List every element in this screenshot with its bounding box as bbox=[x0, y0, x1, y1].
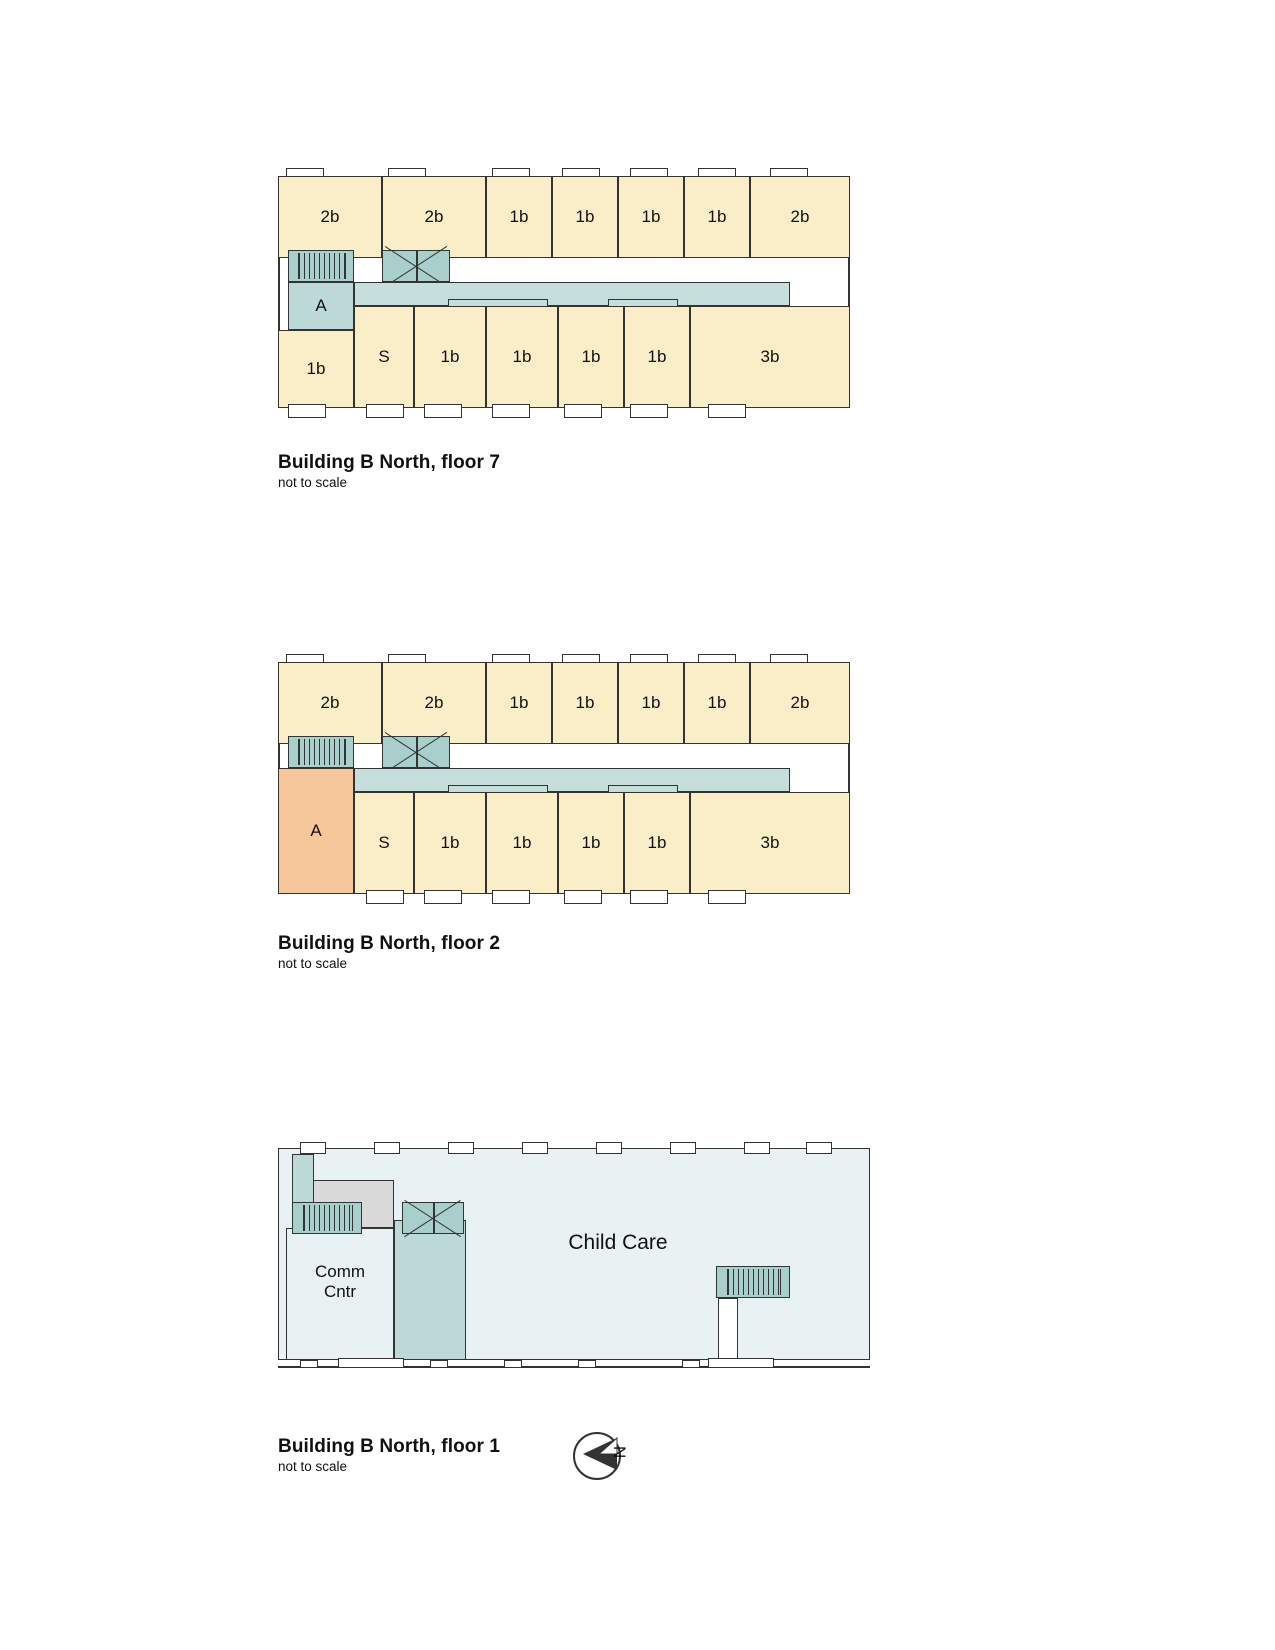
floorplan-floor-2 bbox=[278, 654, 850, 904]
unit-top-1: 2b bbox=[278, 662, 382, 744]
caption-title: Building B North, floor 7 bbox=[278, 452, 501, 473]
unit-bottom-5: 1b bbox=[624, 792, 690, 894]
unit-bottom-2: 1b bbox=[414, 792, 486, 894]
unit-top-1: 2b bbox=[278, 176, 382, 258]
unit-bottom-2: S bbox=[354, 306, 414, 408]
unit-bottom-4: 1b bbox=[486, 306, 558, 408]
stair-icon bbox=[716, 1266, 790, 1298]
comm-cntr-line-2: Cntr bbox=[323, 1282, 357, 1301]
notch bbox=[504, 1360, 522, 1368]
north-arrow-label: N bbox=[610, 1446, 629, 1459]
notch bbox=[430, 1360, 448, 1368]
balcony bbox=[424, 404, 462, 418]
unit-top-4: 1b bbox=[552, 662, 618, 744]
caption-floor-1 bbox=[278, 1436, 500, 1474]
elevator-icon bbox=[402, 1202, 464, 1234]
elevator-icon bbox=[382, 250, 450, 282]
floor-7-canvas bbox=[278, 168, 850, 418]
unit-bottom-5: 1b bbox=[558, 306, 624, 408]
amenity-room-a: A bbox=[288, 282, 354, 330]
ramp bbox=[338, 1358, 404, 1368]
room-child-care-label: Child Care bbox=[568, 1230, 668, 1254]
corridor bbox=[354, 768, 790, 792]
lobby bbox=[394, 1220, 466, 1360]
unit-top-3: 1b bbox=[486, 662, 552, 744]
amenity-room-a: A bbox=[278, 768, 354, 894]
unit-top-2: 2b bbox=[382, 176, 486, 258]
north-arrow bbox=[573, 1432, 673, 1492]
ramp bbox=[708, 1358, 774, 1368]
balcony bbox=[564, 890, 602, 904]
corridor bbox=[354, 282, 790, 306]
notch bbox=[522, 1142, 548, 1154]
balcony bbox=[708, 890, 746, 904]
caption-title: Building B North, floor 1 bbox=[278, 1436, 501, 1457]
unit-bottom-3: 1b bbox=[486, 792, 558, 894]
stair-icon bbox=[288, 736, 354, 768]
floor-2-canvas bbox=[278, 654, 850, 904]
unit-top-5: 1b bbox=[618, 176, 684, 258]
stair-exit bbox=[718, 1298, 738, 1360]
stair-icon bbox=[288, 250, 354, 282]
unit-bottom-7: 3b bbox=[690, 306, 850, 408]
notch bbox=[596, 1142, 622, 1154]
balcony bbox=[492, 404, 530, 418]
unit-top-4: 1b bbox=[552, 176, 618, 258]
balcony bbox=[630, 890, 668, 904]
caption-subtitle: not to scale bbox=[278, 475, 348, 490]
unit-bottom-3: 1b bbox=[414, 306, 486, 408]
unit-bottom-6: 1b bbox=[624, 306, 690, 408]
balcony bbox=[366, 404, 404, 418]
unit-bottom-1: 1b bbox=[278, 330, 354, 408]
unit-top-7: 2b bbox=[750, 176, 850, 258]
unit-top-7: 2b bbox=[750, 662, 850, 744]
notch bbox=[578, 1360, 596, 1368]
floor-1-canvas bbox=[278, 1140, 870, 1380]
elevator-icon bbox=[382, 736, 450, 768]
floorplan-floor-7 bbox=[278, 168, 850, 418]
stair-icon bbox=[292, 1202, 362, 1234]
balcony bbox=[288, 404, 326, 418]
notch bbox=[682, 1360, 700, 1368]
caption-title: Building B North, floor 2 bbox=[278, 933, 501, 954]
balcony bbox=[492, 890, 530, 904]
caption-floor-7 bbox=[278, 452, 500, 490]
notch bbox=[448, 1142, 474, 1154]
unit-bottom-4: 1b bbox=[558, 792, 624, 894]
notch bbox=[806, 1142, 832, 1154]
notch bbox=[300, 1360, 318, 1368]
unit-top-3: 1b bbox=[486, 176, 552, 258]
notch bbox=[374, 1142, 400, 1154]
unit-bottom-6: 3b bbox=[690, 792, 850, 894]
comm-cntr-line-1: Comm bbox=[314, 1262, 366, 1282]
balcony bbox=[564, 404, 602, 418]
floorplan-floor-1 bbox=[278, 1140, 870, 1380]
caption-subtitle: not to scale bbox=[278, 956, 348, 971]
balcony bbox=[366, 890, 404, 904]
notch bbox=[744, 1142, 770, 1154]
caption-floor-2 bbox=[278, 933, 500, 971]
unit-top-6: 1b bbox=[684, 176, 750, 258]
unit-top-6: 1b bbox=[684, 662, 750, 744]
balcony bbox=[708, 404, 746, 418]
balcony bbox=[424, 890, 462, 904]
notch bbox=[670, 1142, 696, 1154]
balcony bbox=[630, 404, 668, 418]
caption-subtitle: not to scale bbox=[278, 1459, 348, 1474]
unit-top-5: 1b bbox=[618, 662, 684, 744]
notch bbox=[300, 1142, 326, 1154]
room-comm-cntr-label bbox=[286, 1258, 394, 1306]
unit-bottom-1: S bbox=[354, 792, 414, 894]
unit-top-2: 2b bbox=[382, 662, 486, 744]
